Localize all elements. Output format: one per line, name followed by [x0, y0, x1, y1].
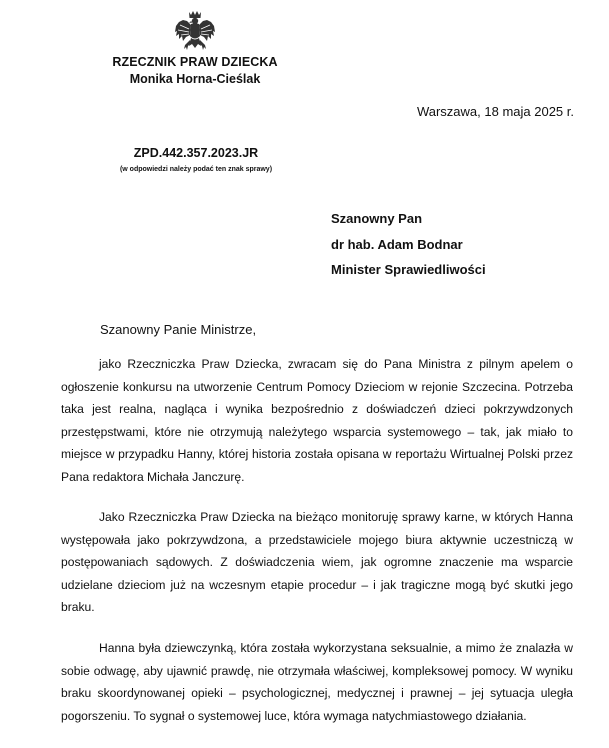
- body-paragraph: Jako Rzeczniczka Praw Dziecka na bieżąco monitoruję sprawy karne, w których Hanna występowała jako pokrzywdzona, a przedstawiciele mojego biura aktywnie uczestniczą w postępowaniach sądowych. Z doświadczenia wiem, jak ogromne znaczenie ma wsparcie udzielane dzieciom już na wczesnym etapie procedur – i jak tragiczne mogą być skutki jego braku.: [61, 510, 573, 615]
- place-and-date: Warszawa, 18 maja 2025 r.: [416, 104, 574, 119]
- letter-salutation: Szanowny Panie Ministrze,: [100, 322, 257, 337]
- addressee-name: dr hab. Adam Bodnar: [331, 237, 463, 252]
- case-reference-note: (w odpowiedzi należy podać ten znak sprawy): [119, 166, 273, 173]
- addressee-title: Minister Sprawiedliwości: [331, 262, 486, 277]
- addressee-greeting: Szanowny Pan: [331, 211, 423, 226]
- case-reference-number: ZPD.442.357.2023.JR: [133, 146, 259, 160]
- polish-eagle-emblem-icon: [173, 8, 217, 56]
- ombudsman-name: Monika Horna-Cieślak: [129, 72, 261, 86]
- institution-name: RZECZNIK PRAW DZIECKA: [112, 55, 278, 69]
- body-paragraph: Hanna była dziewczynką, która została wykorzystana seksualnie, a mimo że znalazła w sobie odwagę, aby ujawnić prawdę, nie otrzymała właściwej, kompleksowej pomocy. W wyniku braku skoordynowanej opieki – psychologicznej, medycznej i prawnej – jej sytuacja uległa pogorszeniu. To sygnał o systemowej luce, która wymaga natychmiastowego działania.: [61, 641, 573, 723]
- body-paragraph: jako Rzeczniczka Praw Dziecka, zwracam się do Pana Ministra z pilnym apelem o ogłoszenie konkursu na utworzenie Centrum Pomocy Dzieciom w rejonie Szczecina. Potrzeba taka jest realna, nagląca i wynika bezpośrednio z doświadczeń dzieci pokrzywdzonych przestępstwami, które nie otrzymują należytego wsparcia systemowego – tak, jak miało to miejsce w przypadku Hanny, której historia została opisana w reportażu Wirtualnej Polski przez Pana redaktora Michała Janczurę.: [61, 357, 573, 484]
